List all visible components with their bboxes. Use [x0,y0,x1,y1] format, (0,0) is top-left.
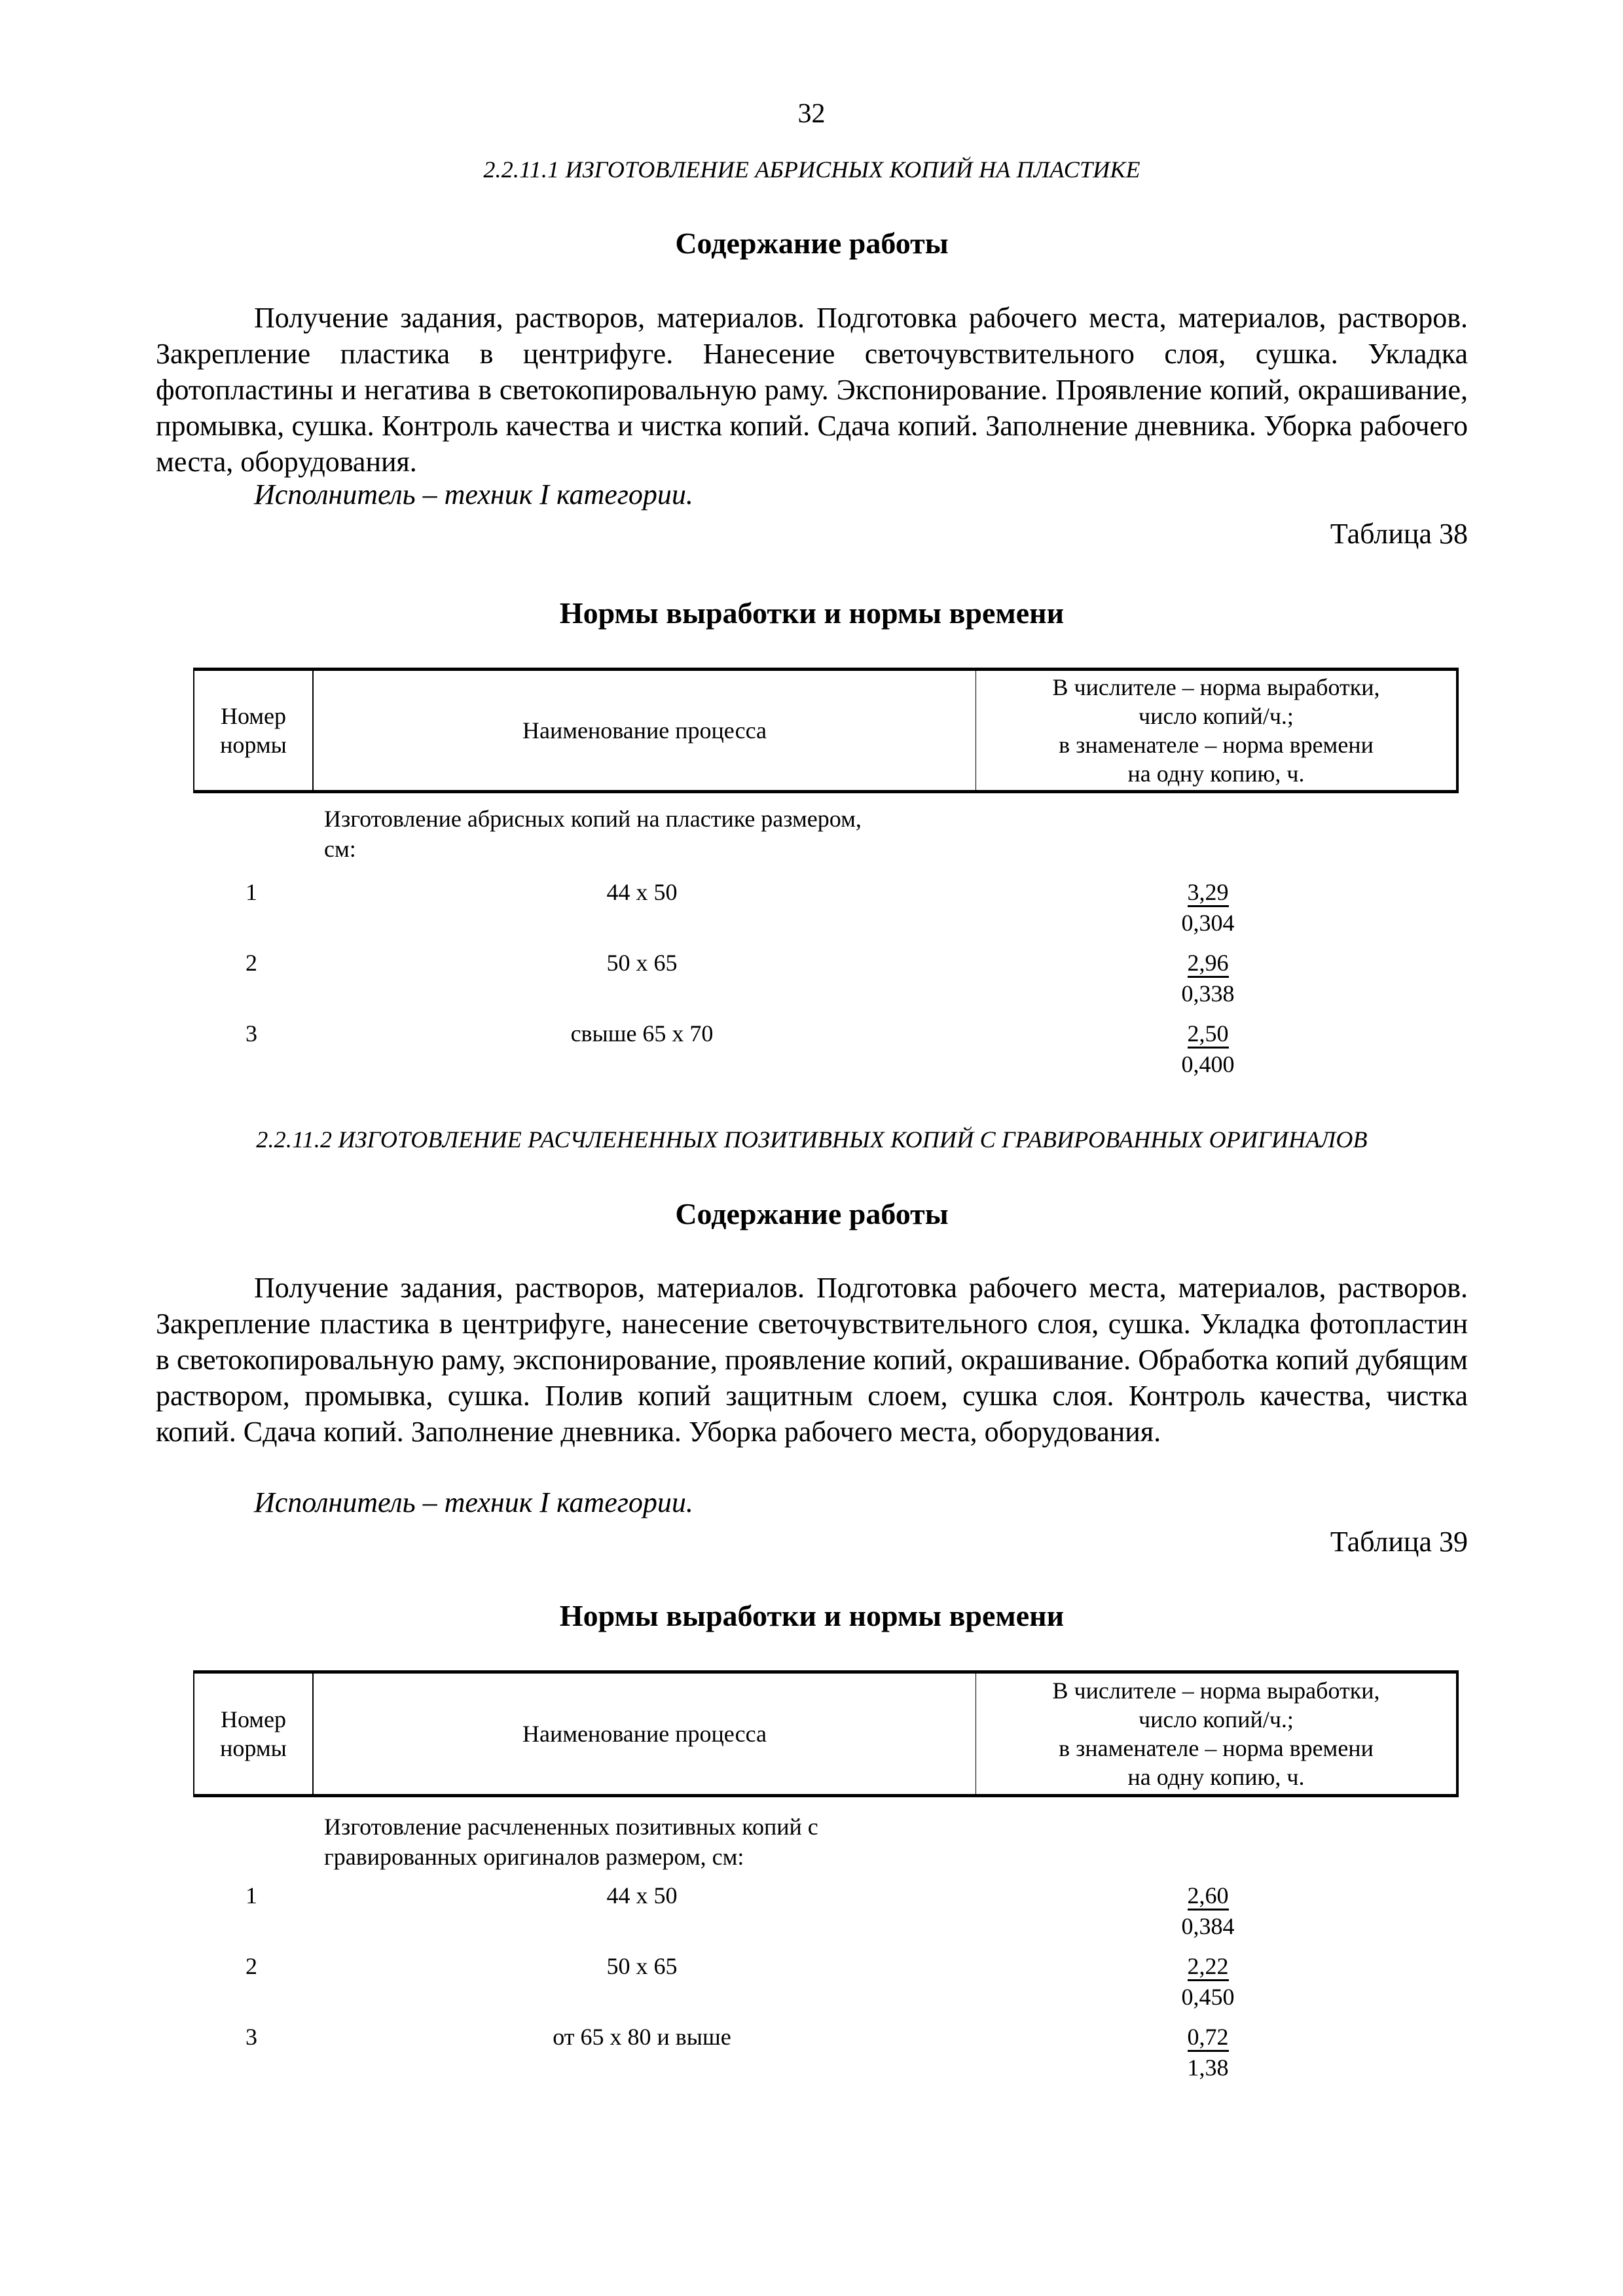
process-size: от 65 х 80 и выше [553,2024,731,2050]
norm-fraction [1162,1018,1254,1080]
header-process-name: Наименование процесса [314,671,976,790]
time-norm: 1,38 [1187,2054,1229,2081]
process-size: 50 х 65 [606,1953,678,1979]
table-title: Нормы выработки и нормы времени [559,1599,1065,1632]
header-norms: В числителе – норма выработки, число копий/ч.; в знаменателе – норма времени на одну копию, ч. [1052,1677,1380,1790]
norm-number: 1 [246,1882,257,1909]
table-row [193,2022,1459,2094]
output-norm: 2,50 [1188,1020,1229,1049]
process-size: свыше 65 х 70 [570,1020,714,1047]
work-content-paragraph [156,1270,1468,1450]
norm-number: 3 [246,2024,257,2050]
norm-number: 2 [246,1953,257,1979]
norm-fraction [1162,1951,1254,2013]
norm-number: 1 [246,879,257,905]
norm-number: 2 [246,950,257,976]
table-body [193,804,1459,1098]
header-norms: В числителе – норма выработки, число копий/ч.; в знаменателе – норма времени на одну копию, ч. [1052,674,1380,787]
work-content-title: Содержание работы [675,226,949,260]
work-content-text: Получение задания, растворов, материалов. Подготовка рабочего места, материалов, растворов. Закрепление пластика в центрифуге. Нанесение светочувствительного слоя, сушка. Укладка фотопластины и негатива в светокопировальную раму. Экспонирование. Проявление копий, окрашивание, промывка, сушка. Контроль качества и чистка копий. Сдача копий. Заполнение дневника. Уборка рабочего места, оборудования. [156,302,1468,478]
group-title: Изготовление расчлененных позитивных копий с гравированных оригиналов размером, см: [324,1814,818,1870]
table-label: Таблица 39 [1330,1526,1468,1558]
page-number: 32 [797,99,826,129]
norm-number: 3 [246,1020,257,1047]
process-size: 44 х 50 [606,879,678,905]
work-content-paragraph [156,300,1468,480]
output-norm: 2,22 [1188,1953,1229,1981]
table-header [193,668,1459,793]
output-norm: 0,72 [1188,2024,1229,2052]
table-row [193,948,1459,1020]
performer-note: Исполнитель – техник I категории. [254,1486,693,1518]
header-process-name: Наименование процесса [314,1674,976,1794]
table-row [193,1018,1459,1090]
output-norm: 3,29 [1188,879,1229,907]
table-row [193,1951,1459,2023]
norm-fraction [1162,1880,1254,1942]
norm-fraction [1162,2022,1254,2083]
group-title: Изготовление абрисных копий на пластике размером, см: [324,806,862,862]
time-norm: 0,450 [1181,1984,1235,2010]
norm-fraction [1162,877,1254,939]
header-norm-number: Номер нормы [194,1674,314,1794]
section-heading: 2.2.11.1 ИЗГОТОВЛЕНИЕ АБРИСНЫХ КОПИЙ НА ПЛАСТИКЕ [483,156,1140,183]
table-title: Нормы выработки и нормы времени [559,596,1065,630]
time-norm: 0,304 [1181,910,1235,936]
table-label: Таблица 38 [1330,518,1468,550]
time-norm: 0,400 [1181,1051,1235,1077]
time-norm: 0,384 [1181,1913,1235,1939]
performer-note: Исполнитель – техник I категории. [254,478,693,511]
output-norm: 2,60 [1188,1882,1229,1910]
process-size: 44 х 50 [606,1882,678,1909]
table-row [193,1880,1459,1952]
work-content-title: Содержание работы [675,1197,949,1230]
work-content-text: Получение задания, растворов, материалов. Подготовка рабочего места, материалов, растворов. Закрепление пластика в центрифуге, нанесение светочувствительного слоя, сушка. Укладка фотопластин в светокопировальную раму, экспонирование, проявление копий, окрашивание. Обработка копий дубящим раствором, промывка, сушка. Полив копий защитным слоем, сушка слоя. Контроль качества, чистка копий. Сдача копий. Заполнение дневника. Уборка рабочего места, оборудования. [156,1272,1468,1448]
header-norm-number: Номер нормы [194,671,314,790]
table-row [193,877,1459,949]
time-norm: 0,338 [1181,980,1235,1007]
norm-fraction [1162,948,1254,1009]
table-body [193,1812,1459,2106]
output-norm: 2,96 [1188,950,1229,978]
table-header [193,1670,1459,1797]
process-size: 50 х 65 [606,950,678,976]
section-heading: 2.2.11.2 ИЗГОТОВЛЕНИЕ РАСЧЛЕНЕННЫХ ПОЗИТИВНЫХ КОПИЙ С ГРАВИРОВАННЫХ ОРИГИНАЛОВ [256,1126,1368,1153]
